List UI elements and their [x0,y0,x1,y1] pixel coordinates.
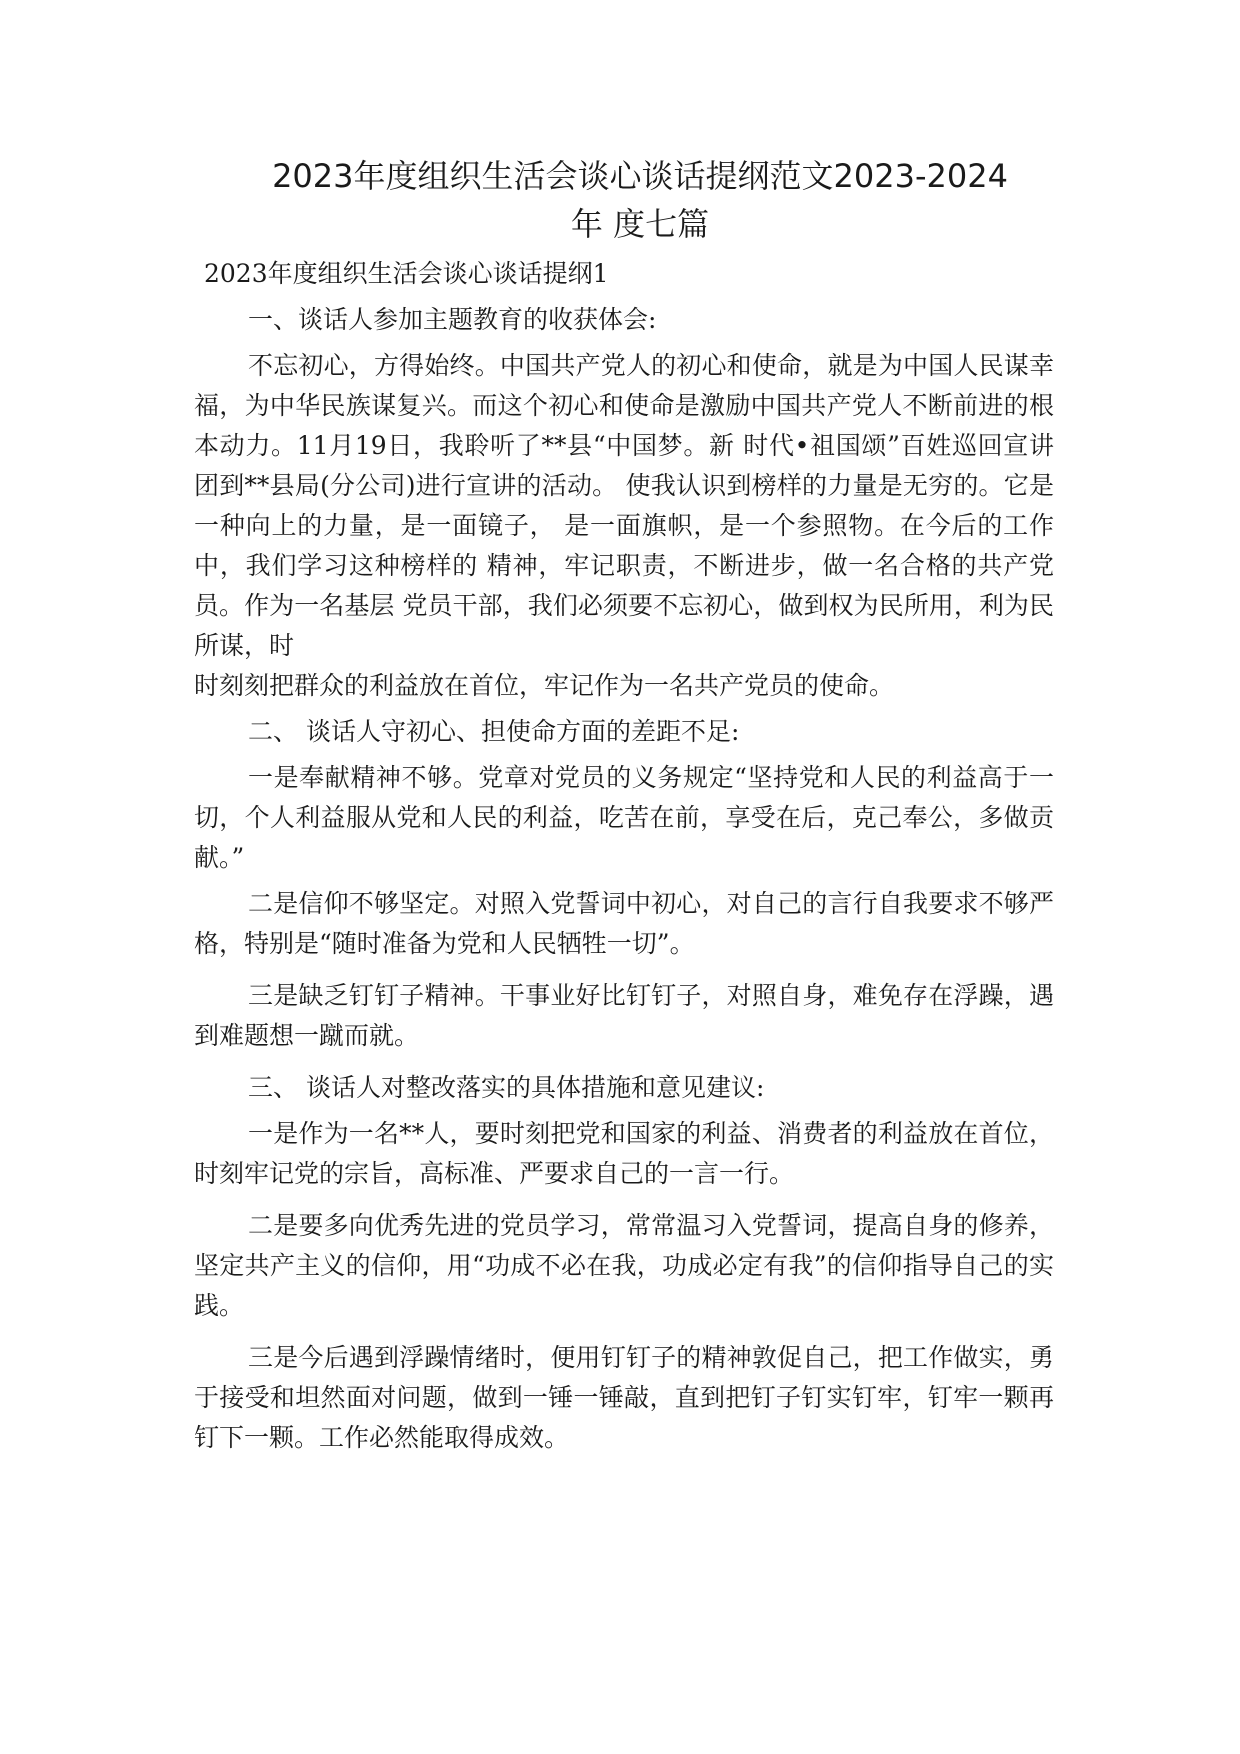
section-heading-2: 二、 谈话人守初心、担使命方面的差距不足: [248,717,740,746]
paragraph-7: 三是今后遇到浮躁情绪时，便用钉钉子的精神敦促自己，把工作做实，勇于接受和坦然面对问题，做到一锤一锤敲，直到把钉子钉实钉牢，钉牢一颗再钉下一颗。工作必然能取得成效。 [194,1343,1054,1452]
document-subtitle: 2023年度组织生活会谈心谈话提纲1 [204,259,609,288]
paragraph-6: 二是要多向优秀先进的党员学习，常常温习入党誓词，提高自身的修养，坚定共产主义的信仰，用“功成不必在我，功成必定有我”的信仰指导自己的实践。 [194,1211,1054,1320]
paragraph-2: 一是奉献精神不够。党章对党员的义务规定“坚持党和人民的利益高于一切，个人利益服从党和人民的利益，吃苦在前，享受在后，克己奉公，多做贡献。” [194,763,1054,872]
paragraph-5: 一是作为一名**人，要时刻把党和国家的利益、消费者的利益放在首位，时刻牢记党的宗旨，高标准、严要求自己的一言一行。 [194,1119,1054,1188]
section-heading-3: 三、 谈话人对整改落实的具体措施和意见建议: [248,1073,765,1102]
paragraph-3: 二是信仰不够坚定。对照入党誓词中初心，对自己的言行自我要求不够严格，特别是“随时准备为党和人民牺牲一切”。 [194,889,1054,958]
document-title [240,152,1040,248]
paragraph-4: 三是缺乏钉钉子精神。干事业好比钉钉子，对照自身，难免存在浮躁，遇到难题想一蹴而就。 [194,981,1054,1050]
section-heading-1: 一、谈话人参加主题教育的收获体会: [248,305,657,334]
paragraph-1-continued: 时刻刻把群众的利益放在首位，牢记作为一名共产党员的使命。 [194,671,895,700]
document-body [194,254,1054,1458]
title-line-2: 年 度七篇 [570,205,710,243]
title-line-1: 2023年度组织生活会谈心谈话提纲范文2023-2024 [272,157,1008,195]
paragraph-1: 不忘初心，方得始终。中国共产党人的初心和使命，就是为中国人民谋幸福，为中华民族谋复兴。而这个初心和使命是激励中国共产党人不断前进的根本动力。11月19日，我聆听了**县“中国梦。新 时代•祖国颂”百姓巡回宣讲团到**县局(分公司)进行宣讲的活动。 使我认识到榜样的力量是无穷的。它是一种向上的力量，是一面镜子， 是一面旗帜，是一个参照物。在今后的工作中，我们学习这种榜样的 精神，牢记职责，不断进步，做一名合格的共产党员。作为一名基层 党员干部，我们必须要不忘初心，做到权为民所用，利为民所谋，时 [194,351,1054,660]
